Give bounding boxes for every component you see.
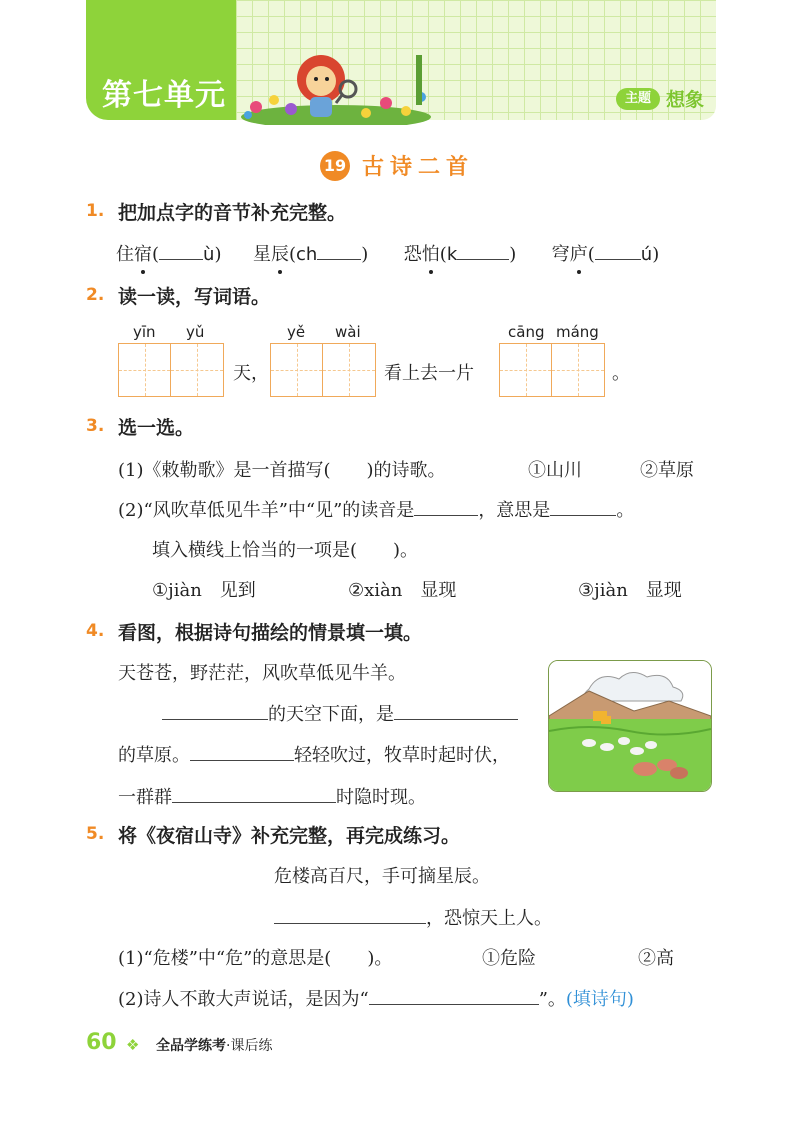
q3-option: ②xiàn 显现 <box>348 580 457 601</box>
q3-option: ②草原 <box>640 460 694 481</box>
answer-blank[interactable] <box>394 719 518 720</box>
q1-item: 星辰(ch ) <box>253 244 368 265</box>
grassland-picture <box>548 660 712 792</box>
q2-text: 天， <box>233 363 269 384</box>
q3-option: ①山川 <box>528 460 582 481</box>
pinyin-label: yīn <box>133 323 156 341</box>
q1-item: 住宿( ù) <box>116 244 221 265</box>
unit-title: 第七单元 <box>102 78 226 113</box>
q5-poem-line1: 危楼高百尺，手可摘星辰。 <box>274 866 490 887</box>
lesson-number-badge: 19 <box>320 151 350 181</box>
q5-option: ①危险 <box>482 948 536 969</box>
q4-line3: 的草原。 轻轻吹过，牧草时起时伏， <box>118 745 510 766</box>
q4-number: 4. <box>86 621 105 641</box>
q3-line2: (2)“风吹草低见牛羊”中“见”的读音是 ，意思是 。 <box>118 500 635 521</box>
answer-blank[interactable] <box>190 760 294 761</box>
q2-text: 看上去一片 <box>384 363 474 384</box>
q2-text: 。 <box>612 363 630 384</box>
mascot-illustration <box>236 45 436 125</box>
answer-blank[interactable] <box>414 515 478 516</box>
q3-number: 3. <box>86 416 105 436</box>
q5-prompt: 将《夜宿山寺》补充完整，再完成练习。 <box>118 825 461 847</box>
q4-line2: 的天空下面，是 <box>162 700 518 726</box>
q5-sub2: (2)诗人不敢大声说话，是因为“ ”。(填诗句) <box>118 989 634 1010</box>
footer-brand: 全品学练考·课后练 <box>156 1038 273 1054</box>
answer-blank[interactable] <box>369 1004 539 1005</box>
q5-hint: (填诗句) <box>565 989 634 1010</box>
q1-item: 恐怕(k ) <box>404 244 517 265</box>
answer-blank[interactable] <box>457 259 509 260</box>
pinyin-label: wài <box>335 323 361 341</box>
topic-badge: 主题 <box>616 88 660 110</box>
diamond-icon: ❖ <box>126 1036 140 1054</box>
q2-number: 2. <box>86 285 105 305</box>
q3-option: ①jiàn 见到 <box>152 580 256 601</box>
writing-grid[interactable] <box>118 343 224 397</box>
q4-poem: 天苍苍，野茫茫，风吹草低见牛羊。 <box>118 663 406 684</box>
q3-prompt: 选一选。 <box>118 417 195 439</box>
answer-blank[interactable] <box>595 259 641 260</box>
q5-number: 5. <box>86 824 105 844</box>
answer-blank[interactable] <box>159 259 203 260</box>
writing-grid[interactable] <box>499 343 605 397</box>
answer-blank[interactable] <box>550 515 616 516</box>
q4-line4: 一群群 时隐时现。 <box>118 787 426 808</box>
lesson-title: 古诗二首 <box>362 155 475 180</box>
q1-number: 1. <box>86 201 105 221</box>
q5-option: ②高 <box>638 948 674 969</box>
q5-poem-line2: ，恐惊天上人。 <box>274 904 552 930</box>
answer-blank[interactable] <box>317 259 361 260</box>
answer-blank[interactable] <box>274 923 426 924</box>
q3-line3: 填入横线上恰当的一项是( )。 <box>152 540 419 561</box>
topic-label: 想象 <box>666 89 705 111</box>
q2-prompt: 读一读，写词语。 <box>118 286 271 308</box>
pinyin-label: yě <box>287 323 306 341</box>
q1-item: 穹庐( ú) <box>552 244 659 265</box>
lesson-heading <box>320 150 474 184</box>
q3-line1: (1)《敕勒歌》是一首描写( )的诗歌。 <box>118 460 446 481</box>
answer-blank[interactable] <box>162 719 268 720</box>
pinyin-label: yǔ <box>186 323 205 341</box>
writing-grid[interactable] <box>270 343 376 397</box>
pinyin-label: cāng <box>508 323 545 341</box>
page-number: 60 <box>86 1030 117 1055</box>
q1-items <box>116 240 659 266</box>
q3-option: ③jiàn 显现 <box>578 580 682 601</box>
answer-blank[interactable] <box>172 802 336 803</box>
q4-prompt: 看图，根据诗句描绘的情景填一填。 <box>118 622 423 644</box>
q1-prompt: 把加点字的音节补充完整。 <box>118 202 347 224</box>
q5-sub1: (1)“危楼”中“危”的意思是( )。 <box>118 948 393 969</box>
unit-header <box>86 0 716 120</box>
pinyin-label: máng <box>556 323 599 341</box>
